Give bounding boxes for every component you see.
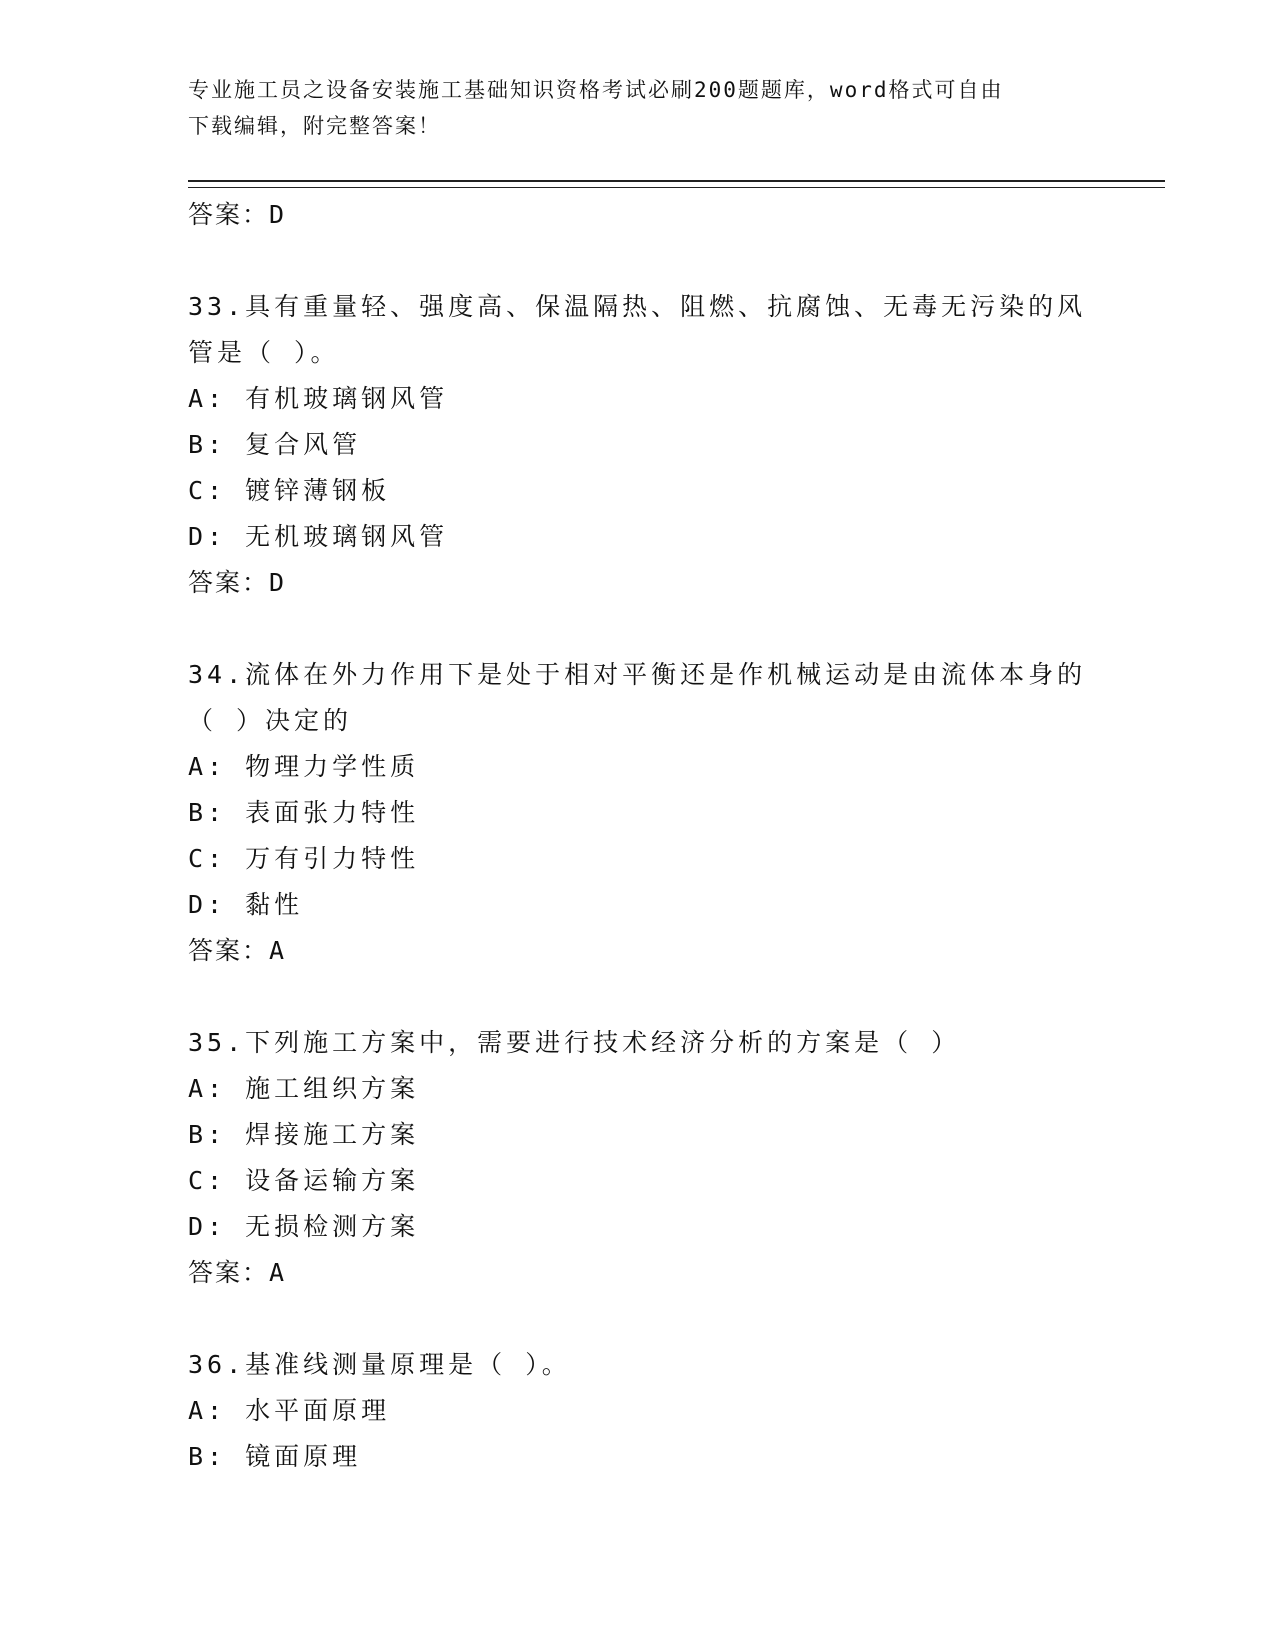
- question-36-stem: 36.基准线测量原理是（ ）。: [188, 1350, 571, 1379]
- option-b: B: 焊接施工方案: [188, 1120, 420, 1149]
- question-35-stem: 35.下列施工方案中，需要进行技术经济分析的方案是（ ）: [188, 1028, 961, 1057]
- question-list: [188, 192, 1088, 1480]
- answer-33: 答案：D: [188, 568, 287, 597]
- option-d: D: 无机玻璃钢风管: [188, 522, 449, 551]
- question-36: [188, 1342, 1088, 1480]
- question-34: [188, 652, 1088, 974]
- option-c: C: 设备运输方案: [188, 1166, 420, 1195]
- option-b: B: 复合风管: [188, 430, 362, 459]
- question-34-stem-line-2: （ ）决定的: [188, 706, 353, 735]
- option-c: C: 镀锌薄钢板: [188, 476, 391, 505]
- question-33-stem-line-2: 管是（ ）。: [188, 338, 340, 367]
- question-33: [188, 284, 1088, 606]
- header-divider: [188, 180, 1165, 188]
- question-33-stem-line-1: 33.具有重量轻、强度高、保温隔热、阻燃、抗腐蚀、无毒无污染的风: [188, 292, 1087, 321]
- header-line-2: 下载编辑，附完整答案！: [188, 114, 441, 138]
- answer-34: 答案：A: [188, 936, 287, 965]
- option-a: A: 施工组织方案: [188, 1074, 420, 1103]
- option-c: C: 万有引力特性: [188, 844, 420, 873]
- option-a: A: 水平面原理: [188, 1396, 391, 1425]
- option-b: B: 表面张力特性: [188, 798, 420, 827]
- option-b: B: 镜面原理: [188, 1442, 362, 1471]
- document-header: [188, 72, 1088, 144]
- option-a: A: 有机玻璃钢风管: [188, 384, 449, 413]
- answer-35: 答案：A: [188, 1258, 287, 1287]
- header-line-1: 专业施工员之设备安装施工基础知识资格考试必刷200题题库，word格式可自由: [188, 78, 1004, 102]
- question-34-stem-line-1: 34.流体在外力作用下是处于相对平衡还是作机械运动是由流体本身的: [188, 660, 1087, 689]
- option-d: D: 无损检测方案: [188, 1212, 420, 1241]
- option-a: A: 物理力学性质: [188, 752, 420, 781]
- option-d: D: 黏性: [188, 890, 304, 919]
- answer-32: 答案：D: [188, 200, 287, 229]
- question-35: [188, 1020, 1088, 1296]
